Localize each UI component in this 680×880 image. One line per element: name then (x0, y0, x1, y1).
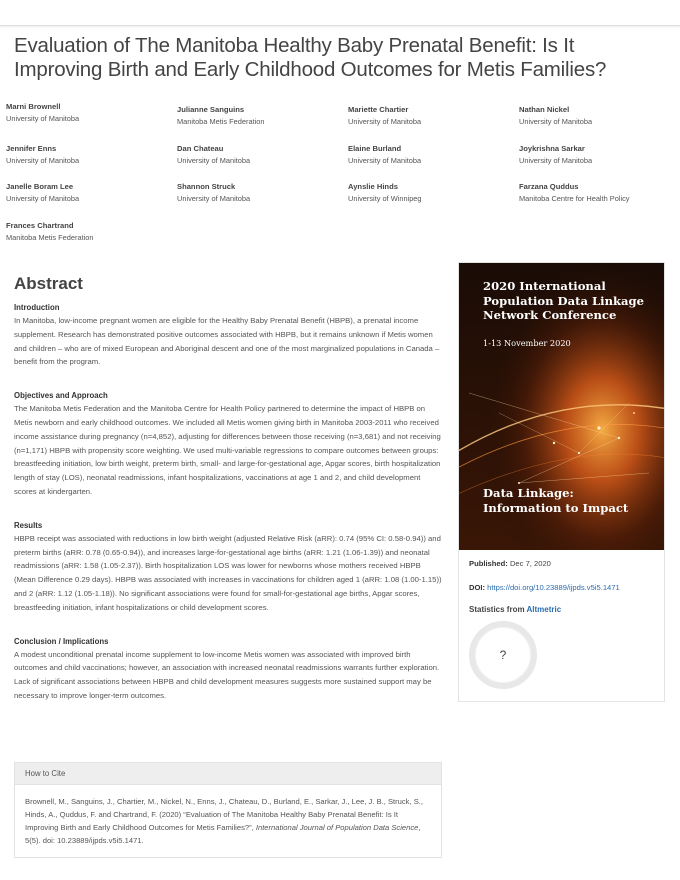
section-heading: Results (14, 520, 43, 530)
section-heading: Conclusion / Implications (14, 636, 109, 646)
section-text: The Manitoba Metis Federation and the Manitoba Centre for Health Policy partnered to determine the impact of HBPB on Metis newborn and early childhood outcomes. We included all Metis women giving birth in Manitoba 2003-2011 who received income assistance during pregnancy (n=4,852), adjusting for differences between those receiving (n=3,681) and not receiving (n=1,171) HBPB with propensity score weighting. We used multi-variable regressions to compare outcomes between groups: breastfeeding initiation, low birth weight, preterm birth, small- and large-for-gestational age, Apgar scores, birth hospitalization length of stay (LOS), neonatal readmissions, infant hospitalizations, vaccinations at age 1 and 2, and child development scores at kindergarten. (14, 404, 441, 496)
how-to-cite-panel (14, 762, 442, 858)
citation-text (15, 785, 441, 847)
author-entry (177, 144, 342, 166)
issue-cover-image[interactable] (459, 263, 664, 550)
how-to-cite-heading[interactable]: How to Cite (15, 763, 441, 785)
author-entry (348, 144, 513, 166)
top-navigation-bar (0, 0, 680, 26)
author-name: Elaine Burland (348, 144, 402, 153)
published-label: Published: (469, 559, 508, 568)
section-text: In Manitoba, low-income pregnant women are eligible for the Healthy Baby Prenatal Benefit (HBPB), a prenatal income supplement. Research has demonstrated positive outcomes associated with HBPB, but it remains unknown if Metis women and children – who are of mixed European and Aboriginal descent and one of the most marginalized populations in Canada – benefit from the program. (14, 316, 440, 367)
author-affiliation: University of Manitoba (348, 117, 422, 126)
abstract-heading: Abstract (14, 274, 83, 293)
author-name: Farzana Quddus (519, 182, 579, 191)
author-entry (348, 182, 513, 204)
abstract-section-introduction (14, 302, 442, 369)
author-name: Dan Chateau (177, 144, 224, 153)
author-name: Nathan Nickel (519, 105, 570, 114)
author-entry (177, 105, 342, 127)
citation-authors-title: Brownell, M., Sanguins, J., Chartier, M., Nickel, N., Enns, J., Chateau, D., Burland, E., Sarkar, J., Lee, J. B., Struck, S., Hinds, A., Quddus, F. and Chartrand, F. (2020) “Evaluation of The Manitoba Healthy Baby Prenatal Benefit: Is It Improving Birth and Early Childhood Outcomes for Metis Families?”, (25, 797, 423, 832)
author-entry (519, 182, 680, 204)
author-affiliation: University of Manitoba (177, 194, 251, 203)
author-name: Julianne Sanguins (177, 105, 245, 114)
author-name: Shannon Struck (177, 182, 236, 191)
author-name: Janelle Boram Lee (6, 182, 74, 191)
author-affiliation: Manitoba Metis Federation (177, 117, 265, 126)
altmetric-heading (469, 605, 561, 614)
cover-conference-dates: 1-13 November 2020 (483, 338, 571, 348)
author-name: Jennifer Enns (6, 144, 57, 153)
article-sidebar (458, 262, 665, 702)
author-name: Mariette Chartier (348, 105, 409, 114)
cover-conference-title: 2020 International Population Data Linkage Network Conference (483, 279, 645, 322)
altmetric-link[interactable]: Altmetric (526, 605, 562, 614)
citation-volume-doi: , 5(5). doi: 10.23889/ijpds.v5i5.1471. (25, 823, 421, 845)
published-date: Dec 7, 2020 (509, 559, 551, 568)
altmetric-donut-badge[interactable]: ? (469, 621, 537, 689)
author-name: Aynslie Hinds (348, 182, 398, 191)
doi-row (469, 583, 620, 592)
section-text: HBPB receipt was associated with reductions in low birth weight (adjusted Relative Risk (aRR): 0.74 (95% CI: 0.58-0.94)) and preterm births (aRR: 0.78 (0.65-0.94)), and increases large-for-gestational age births (aRR: 1.21 (1.06-1.39)) and neonatal readmissions (aRR: 1.58 (1.05-2.37)). Birth hospitalization LOS was lower for newborns whose mothers received HBPB (Mean Difference 0.29 days). HBPB was associated with increases in vaccinations for children aged 1 (aRR: 1.08 (1.00-1.15)) and 2 (aRR: 1.12 (1.05-1.18)). No significant associations were found for small-for-gestational age births, Apgar scores, breastfeeding initiation, infant hospitalizations or child development scores. (14, 533, 442, 612)
author-name: Joykrishna Sarkar (519, 144, 585, 153)
citation-journal: International Journal of Population Data Science (255, 823, 419, 832)
author-affiliation: University of Manitoba (519, 117, 593, 126)
author-entry (348, 105, 513, 127)
author-name: Frances Chartrand (6, 221, 74, 230)
author-affiliation: Manitoba Metis Federation (6, 233, 94, 242)
author-entry (6, 144, 171, 166)
author-affiliation: University of Winnipeg (348, 194, 422, 203)
author-affiliation: University of Manitoba (6, 194, 80, 203)
cover-tagline: Data Linkage: Information to Impact (483, 486, 629, 515)
author-entry (6, 182, 171, 204)
author-entry (6, 102, 171, 124)
abstract-body (14, 302, 442, 703)
author-affiliation: Manitoba Centre for Health Policy (519, 194, 630, 203)
section-heading: Objectives and Approach (14, 391, 108, 401)
author-affiliation: University of Manitoba (6, 114, 80, 123)
section-heading: Introduction (14, 303, 60, 312)
doi-label: DOI: (469, 583, 486, 592)
abstract-section-objectives (14, 390, 442, 499)
doi-link[interactable]: https://doi.org/10.23889/ijpds.v5i5.1471 (487, 583, 620, 592)
author-entry (519, 105, 680, 127)
author-affiliation: University of Manitoba (519, 156, 593, 165)
author-affiliation: University of Manitoba (348, 156, 422, 165)
section-text: A modest unconditional prenatal income supplement to low-income Metis women was associated with improved birth outcomes and child vaccinations; however, an association with increased neonatal readmissions warrants further exploration. Lack of significant associations between HBPB and child development measures suggests more sustained support may be necessary to improve longer-term outcomes. (14, 649, 440, 700)
published-date-row (469, 559, 551, 568)
author-name: Marni Brownell (6, 102, 61, 111)
altmetric-prefix: Statistics from (469, 605, 527, 614)
author-affiliation: University of Manitoba (6, 156, 80, 165)
author-entry (177, 182, 342, 204)
abstract-section-results (14, 520, 442, 615)
author-entry (519, 144, 680, 166)
abstract-section-conclusion (14, 636, 442, 703)
article-title: Evaluation of The Manitoba Healthy Baby Prenatal Benefit: Is It Improving Birth and Early Childhood Outcomes for Metis Families? (14, 34, 607, 81)
author-affiliation: University of Manitoba (177, 156, 251, 165)
author-entry (6, 221, 171, 243)
